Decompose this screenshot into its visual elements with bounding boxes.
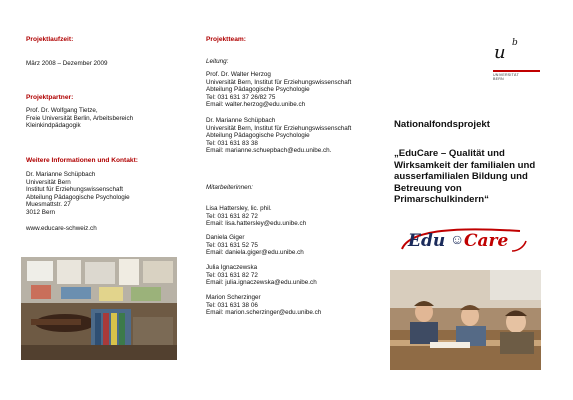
partner-line-2: Freie Universität Berlin, Arbeitsbereich	[26, 114, 134, 122]
educare-figure-icon: ☺	[450, 231, 465, 247]
website-link[interactable]: www.educare-schweiz.ch	[26, 225, 97, 232]
staff4-name: Marion Scherzinger	[206, 294, 261, 301]
logo-text-line-2: BERN	[493, 77, 504, 81]
projektlaufzeit-value: März 2008 – Dezember 2009	[26, 60, 108, 67]
leitung2-line-2: Universität Bern, Institut für Erziehungswissenschaft	[206, 124, 352, 132]
info-line-4: Abteilung Pädagogische Psychologie	[26, 193, 130, 201]
educare-care: Care	[464, 231, 509, 251]
leitung2-email[interactable]: Email: marianne.schuepbach@edu.unibe.ch.	[206, 147, 332, 155]
leitung1-line-3: Abteilung Pädagogische Psychologie	[206, 86, 310, 94]
projektpartner-heading: Projektpartner:	[26, 94, 74, 101]
staff2-tel: Tel: 031 631 52 75	[206, 241, 258, 249]
leitung1-line-4: Tel: 031 631 37 26/82 75	[206, 93, 276, 101]
staff3-name: Julia Ignaczewska	[206, 264, 258, 271]
university-bern-logo	[482, 38, 542, 88]
educare-logo	[400, 225, 528, 259]
mitarbeiterinnen-label: Mitarbeiterinnen:	[206, 184, 253, 191]
staff4-tel: Tel: 031 631 38 06	[206, 301, 258, 309]
info-line-2: Universität Bern	[26, 178, 71, 186]
logo-text-line-1: UNIVERSITÄT	[493, 73, 519, 77]
classroom-photo	[21, 257, 177, 360]
projektlaufzeit-heading: Projektlaufzeit:	[26, 36, 74, 43]
info-line-1: Dr. Marianne Schüpbach	[26, 171, 96, 178]
leitung1-email[interactable]: Email: walter.herzog@edu.unibe.ch	[206, 101, 306, 109]
leitung2-line-4: Tel: 031 631 83 38	[206, 139, 258, 147]
logo-u: u	[494, 42, 506, 63]
partner-line-1: Prof. Dr. Wolfgang Tietze,	[26, 107, 98, 114]
staff2-email[interactable]: Email: daniela.giger@edu.unibe.ch	[206, 249, 304, 257]
educare-edu: Edu	[408, 231, 446, 251]
children-photo	[390, 270, 541, 370]
leitung1-line-1: Prof. Dr. Walter Herzog	[206, 71, 271, 78]
nationalfonds-label: Nationalfondsprojekt	[394, 119, 490, 130]
projektteam-heading: Projektteam:	[206, 36, 246, 43]
staff3-tel: Tel: 031 631 82 72	[206, 271, 258, 279]
partner-line-3: Kleinkindpädagogik	[26, 122, 81, 130]
logo-b: b	[512, 38, 518, 48]
leitung1-line-2: Universität Bern, Institut für Erziehungswissenschaft	[206, 78, 352, 86]
staff2-name: Daniela Giger	[206, 234, 245, 241]
info-line-6: 3012 Bern	[26, 209, 56, 216]
leitung2-line-1: Dr. Marianne Schüpbach	[206, 117, 276, 124]
info-line-5: Muesmattstr. 27	[26, 201, 71, 209]
info-heading: Weitere Informationen und Kontakt:	[26, 157, 138, 164]
leitung2-line-3: Abteilung Pädagogische Psychologie	[206, 132, 310, 140]
staff1-email[interactable]: Email: lisa.hattersley@edu.unibe.ch	[206, 220, 307, 228]
staff4-email[interactable]: Email: marion.scherzinger@edu.unibe.ch	[206, 309, 322, 317]
staff1-tel: Tel: 031 631 82 72	[206, 212, 258, 220]
staff1-name: Lisa Hattersley, lic. phil.	[206, 205, 272, 212]
info-line-3: Institut für Erziehungswissenschaft	[26, 186, 123, 194]
project-title: „EduCare – Qualität und Wirksamkeit der familialen und ausserfamilialen Bildung und Betreuung von Primarschulkindern“	[394, 148, 536, 205]
leitung-label: Leitung:	[206, 58, 229, 65]
logo-text	[493, 73, 519, 81]
staff3-email[interactable]: Email: julia.ignaczewska@edu.unibe.ch	[206, 279, 317, 287]
logo-red-bar	[493, 70, 540, 72]
